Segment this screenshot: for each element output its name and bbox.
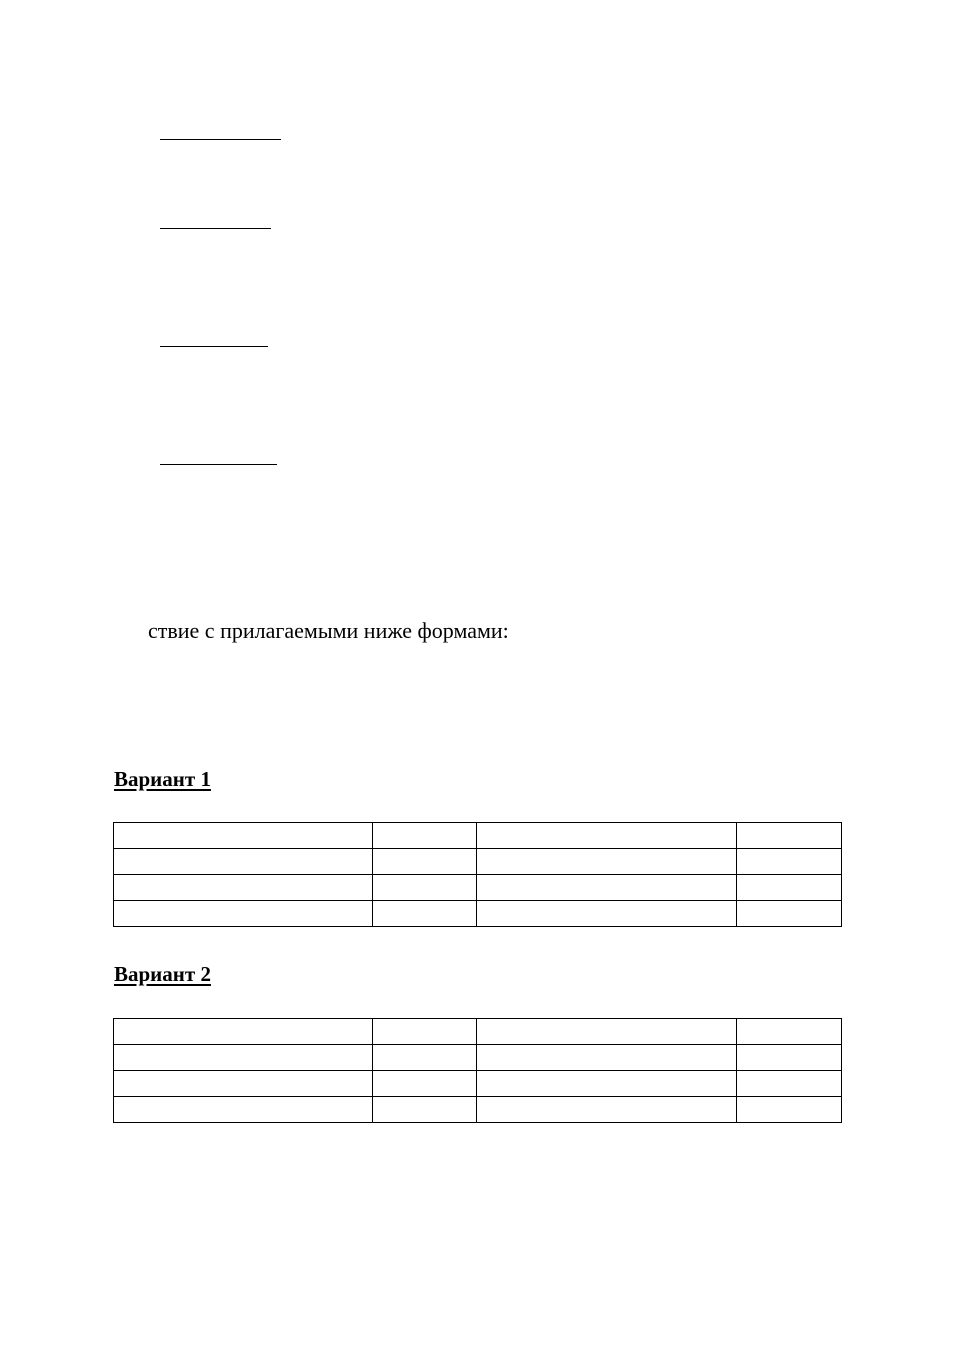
table-cell <box>737 1045 842 1071</box>
table-cell <box>114 849 373 875</box>
blank-line-1 <box>160 139 281 140</box>
table-cell <box>477 1019 737 1045</box>
table-cell <box>373 901 477 927</box>
body-text: ствие с прилагаемыми ниже формами: <box>148 618 509 643</box>
table-cell <box>114 875 373 901</box>
table-cell <box>477 901 737 927</box>
table-cell <box>737 823 842 849</box>
table-cell <box>737 1097 842 1123</box>
blank-line-4 <box>160 464 277 465</box>
table-cell <box>373 1071 477 1097</box>
table-row <box>114 901 842 927</box>
table-cell <box>373 849 477 875</box>
table-cell <box>373 1045 477 1071</box>
table-row <box>114 1019 842 1045</box>
table-row <box>114 1045 842 1071</box>
variant-2-heading: Вариант 2 <box>114 962 211 986</box>
table-cell <box>114 1097 373 1123</box>
blank-line-3 <box>160 346 268 347</box>
table-cell <box>477 1071 737 1097</box>
table-cell <box>114 1019 373 1045</box>
table-row <box>114 1071 842 1097</box>
table-cell <box>373 823 477 849</box>
table-row <box>114 849 842 875</box>
table-cell <box>477 1097 737 1123</box>
table-cell <box>737 901 842 927</box>
table-cell <box>737 1019 842 1045</box>
table-cell <box>114 1071 373 1097</box>
table-row <box>114 875 842 901</box>
table-cell <box>737 1071 842 1097</box>
table-cell <box>737 875 842 901</box>
table-cell <box>373 875 477 901</box>
table-row <box>114 823 842 849</box>
table-cell <box>114 901 373 927</box>
table-cell <box>114 823 373 849</box>
blank-line-2 <box>160 228 271 229</box>
table-cell <box>477 849 737 875</box>
table-cell <box>737 849 842 875</box>
variant-1-heading: Вариант 1 <box>114 767 211 791</box>
table-cell <box>373 1019 477 1045</box>
variant-1-table <box>113 822 842 927</box>
table-cell <box>114 1045 373 1071</box>
table-cell <box>477 1045 737 1071</box>
table-cell <box>477 875 737 901</box>
table-row <box>114 1097 842 1123</box>
table-cell <box>373 1097 477 1123</box>
table-cell <box>477 823 737 849</box>
variant-2-table <box>113 1018 842 1123</box>
